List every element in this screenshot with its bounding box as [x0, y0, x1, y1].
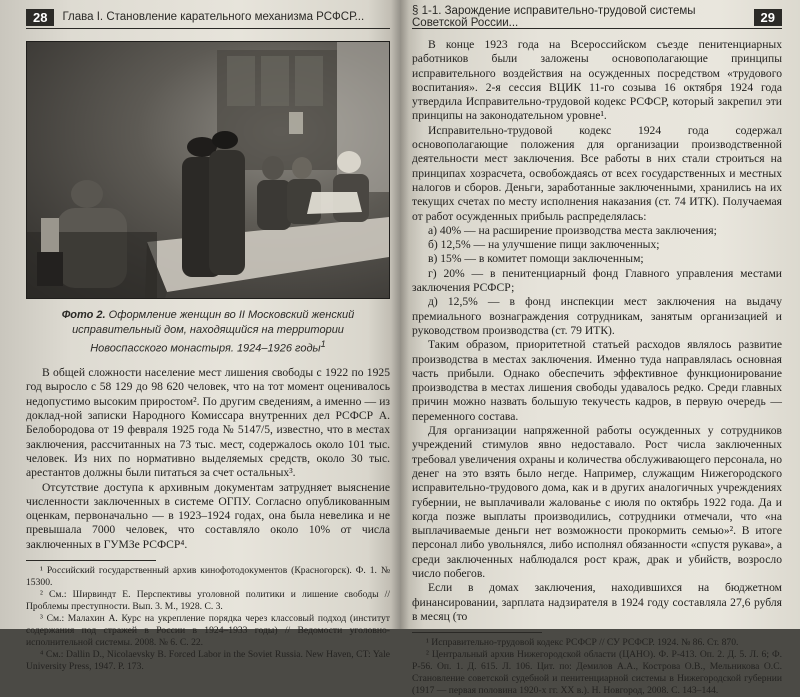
- left-footnote-3: ³ См.: Малахин А. Курс на укрепление порядка через классовый подход (институт содержания под стражей в России в 1924–1933 годы) // Ведомости уголовно-исполнительной системы. 2008. № 6. С. 22.: [26, 613, 390, 649]
- right-footnotes: [412, 632, 782, 697]
- right-list-item-c: в) 15% — в комитет помощи заключенным;: [428, 252, 644, 266]
- right-running-head-title: § 1-1. Зарождение исправительно-трудовой системы Советской России...: [412, 5, 696, 29]
- left-footnote-4: ⁴ См.: Dallin D., Nicolaevsky B. Forced Labor in the Soviet Russia. New Haven, CT: Yale University Press, 1947. P. 173.: [26, 649, 390, 673]
- right-list-item-e: д) 12,5% — в фонд инспекции мест заключения на выдачу премиального вознаграждения сотрудникам, занятым организацией и руководством производства (ст. 79 ИТК).: [412, 295, 782, 337]
- right-list-item-a: а) 40% — на расширение производства места заключения;: [428, 223, 717, 237]
- caption-text: Оформление женщин во II Московский женский исправительный дом, находящийся на территории Новоспасского монастыря. 1924–1926 годы: [72, 309, 355, 355]
- book-gutter: [391, 0, 409, 629]
- left-footnote-1: ¹ Российский государственный архив кинофотодокументов (Красногорск). Ф. 1. № 15300.: [26, 565, 390, 589]
- footnote-rule: [412, 632, 542, 633]
- right-body-text: [412, 38, 782, 624]
- caption-label: Фото 2.: [61, 309, 106, 321]
- photo-caption: [40, 308, 376, 356]
- left-paragraph-1: В общей сложности население мест лишения свободы с 1922 по 1925 год выросло с 58 129 до 98 620 человек, что на тот момент оценивалось недопустимо высоким приростом². По другим сведениям, а именно — из доклад-ной записки Народного Комиссара внутренних дел РСФСР А. Белобородова от 19 февраля 1925 года № 5147/5, известно, что в местах заключения, рассчитанных на 73 тыс. мест, содержалось около 101 тыс. человек. Из них по нормативно выделяемых средств, около 30 тыс. арестантов должны были питаться за счет остальных³.: [26, 366, 390, 480]
- left-paragraph-2: Отсутствие доступа к архивным документам затрудняет выяснение численности заключенных в системе ОГПУ. Согласно опубликованным оценкам, первоначально — в 1923–1924 годах, она была невелика и не превышала 7000 человек, что составляло около 10% от числа заключенных в ГУМЗе РСФСР⁴.: [26, 480, 390, 551]
- left-footnotes: [26, 560, 390, 673]
- right-paragraph-3: Таким образом, приоритетной статьей расходов являлось развитие производства в местах заключения. Именно туда направлялась основная часть прибыли. Однако обеспечить эффективное функционирование производства в местах лишения свободы удавалось редко. Среди главных причин можно назвать большую текучесть кадров, в первую очередь — переменного состава.: [412, 338, 782, 423]
- archival-photo: [26, 41, 390, 299]
- right-paragraph-2: Исправительно-трудовой кодекс 1924 года содержал основополагающие положения для организации производственной деятельности мест заключения. Все работы в них стали строиться на принципах хозрасчета, освобождаясь от всех государственных и местных налогов и сборов. Деньги, заработанные заключенными, хранились на их текущих счетах по месту исполнения наказания (ст. 74 ИТК). Получаемая от работ осужденных прибыль распределялась:: [412, 123, 782, 223]
- left-footnote-2: ² См.: Ширвиндт Е. Перспективы уголовной политики и лишение свободы // Проблемы преступности. Вып. 3. М., 1928. С. 3.: [26, 589, 390, 613]
- left-running-head-title: Глава I. Становление карательного механизма РСФСР...: [62, 11, 365, 23]
- right-paragraph-5: Если в домах заключения, находившихся на бюджетном финансировании, зарплата надзирателя в 1924 году составляла 27,6 рубля в месяц (то: [412, 581, 782, 623]
- right-page: [400, 0, 800, 697]
- right-paragraph-4: Для организации напряженной работы осужденных у сотрудников учреждений стимулов явно недоставало. Рост числа заключенных требовал увеличения охраны и количества обслуживающего персонала, но денег на это взять было негде. Например, служащим Нижегородского исправительно-трудового дома, как и в других аналогичных учреждениях губернии, не выплачивали жалованье с июля по октябрь 1922 года. Да и когда позже выплаты производились, сотрудники отмечали, что «на выплачиваемые деньги нет возможности прокормить семью»². В итоге персонал либо увольнялся, либо исполнял обязанности «спустя рукава», а среди заключенных наблюдался рост краж, драк и убийств, возросло число побегов.: [412, 424, 782, 580]
- right-footnote-2: ² Центральный архив Нижегородской области (ЦАНО). Ф. Р-413. Оп. 2. Д. 5. Л. 6; Ф. Р-56. Оп. 1. Д. 615. Л. 106. Цит. по: Демилов А.А., Кострова О.В., Мельникова О.С. Становление советской судебной и пенитенциарной системы в Нижегородской губернии (1917 — первая половина 1920-х гг. XX в.). Н. Новгород, 2008. С. 143–144.: [412, 649, 782, 697]
- right-list-item-b: б) 12,5% — на улучшение пищи заключенных;: [428, 238, 660, 252]
- right-paragraph-1: В конце 1923 года на Всероссийском съезде пенитенциарных работников были заложены основополагающие принципы исправительного воздействия на осужденных посредством «трудового воспитания». 2-я сессия ВЦИК 11-го созыва 16 октября 1924 года утвердила Исправительно-трудовой кодекс РСФСР, который закрепил эти принципы на законодательном уровне¹.: [412, 38, 782, 123]
- left-page: [0, 0, 400, 673]
- right-footnote-1: ¹ Исправительно-трудовой кодекс РСФСР // СУ РСФСР. 1924. № 86. Ст. 870.: [426, 637, 739, 649]
- caption-footnote-ref: 1: [320, 339, 326, 349]
- left-page-number: 28: [26, 9, 54, 26]
- photo-illustration: [27, 42, 389, 298]
- right-list-item-d: г) 20% — в пенитенциарный фонд Главного управления местами заключения РСФСР;: [412, 266, 782, 295]
- right-page-number: 29: [754, 9, 782, 26]
- footnote-rule: [26, 560, 156, 561]
- left-running-head: [26, 6, 390, 29]
- right-running-head: [412, 6, 782, 29]
- left-body-text: [26, 366, 390, 552]
